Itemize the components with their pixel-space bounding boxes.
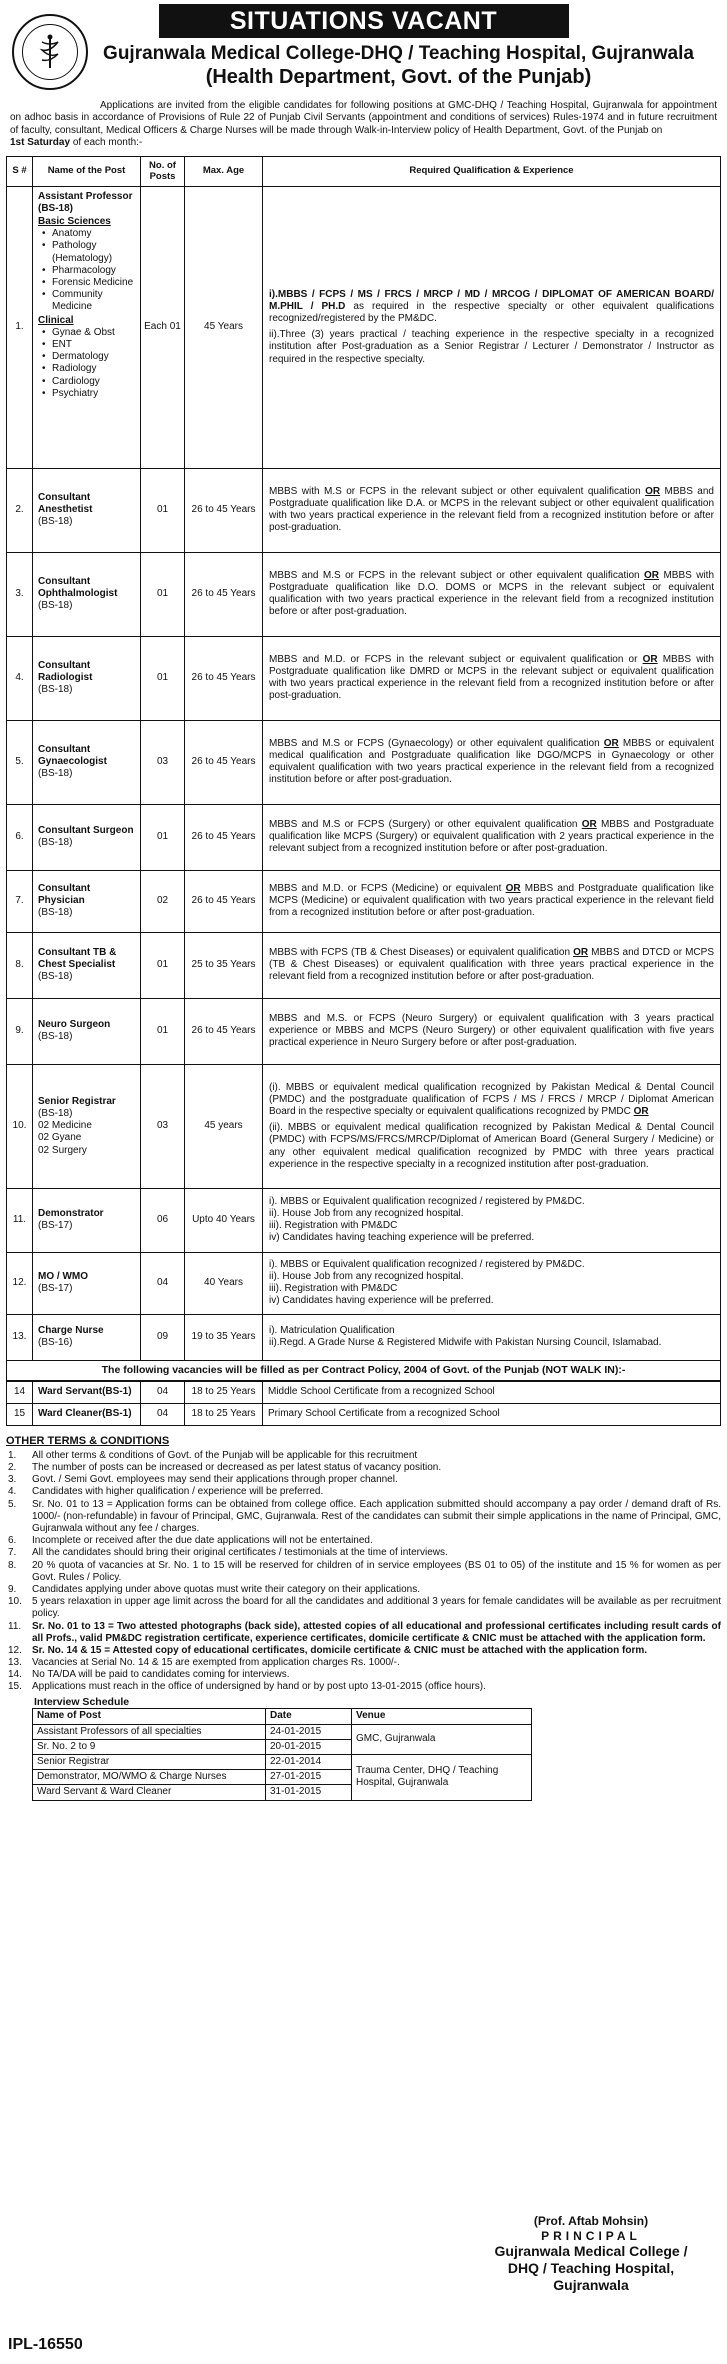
- list-item: 1. All other terms & conditions of Govt. of the Punjab will be applicable for this recruitment: [8, 1449, 418, 1461]
- table-row: 12. MO / WMO (BS-17) 04 40 Years i). MBBS or Equivalent qualification recognized / registered by PM&DC. ii). House Job from any recognized hospital. iii). Registration with PM&DC iv) Candidates having experience will be preferred.: [7, 1252, 721, 1314]
- vacancy-table: [6, 156, 721, 1361]
- list-item: 13. Vacancies at Serial No. 14 & 15 are exempted from application charges Rs. 1000/-.: [8, 1657, 400, 1669]
- intro-paragraph: Applications are invited from the eligible candidates for following positions at GMC-DHQ / Teaching Hospital, Gujranwala for appointment on adhoc basis in accordance of Provisions of Rule 22 of Punjab Civil Servants (appointment and conditions of services) Rules-1974 and in future recruitment of faculty, consultant, Medical Officers & Charge Nurses will be made through Walk-in-Interview policy of Health Department, Govt. of the Punjab on 1st Saturday of each month:-: [10, 99, 717, 149]
- contract-note: The following vacancies will be filled as per Contract Policy, 2004 of Govt. of the Punjab (NOT WALK IN):-: [6, 1361, 721, 1381]
- table-row: 6. Consultant Surgeon (BS-18) 01 26 to 45 Years MBBS and M.S or FCPS (Surgery) or other equivalent qualification OR MBBS and Postgraduate qualification like MCPS (Surgery) or equivalent qualification with 2 years practical experience in the relevant subject from a recognized institution before or after post-graduation.: [7, 804, 721, 870]
- table-row: 15 Ward Cleaner(BS-1) 04 18 to 25 Years Primary School Certificate from a recognized School: [7, 1403, 721, 1425]
- table-row: Senior Registrar 22-01-2014 Trauma Center, DHQ / Teaching Hospital, Gujranwala: [33, 1755, 532, 1770]
- table-row: 4. Consultant Radiologist (BS-18) 01 26 to 45 Years MBBS and M.D. or FCPS in the relevant subject or equivalent qualification or OR MBBS with Postgraduate qualification like DMRD or MCPS in the relevant subject or equivalent qualification with two years practical experience in the relevant field from a recognized institution before or after post-graduation.: [7, 636, 721, 720]
- table-row: 11. Demonstrator (BS-17) 06 Upto 40 Years i). MBBS or Equivalent qualification recognized / registered by PM&DC. ii). House Job from any recognized hospital. iii). Registration with PM&DC iv) Candidates having teaching experience will be preferred.: [7, 1188, 721, 1252]
- table-row: 7. Consultant Physician (BS-18) 02 26 to 45 Years MBBS and M.D. or FCPS (Medicine) or equivalent OR MBBS and Postgraduate qualification like MCPS (Medicine) or equivalent qualification with two years practical experience in the relevant field from a recognized institution before or after post-graduation.: [7, 870, 721, 932]
- table-header-row: S # Name of the Post No. of Posts Max. Age Required Qualification & Experience: [7, 156, 721, 186]
- table-row: 14 Ward Servant(BS-1) 04 18 to 25 Years Middle School Certificate from a recognized School: [7, 1381, 721, 1403]
- list-item: 10. 5 years relaxation in upper age limit across the board for all the candidates and additional 3 years for female candidates will be available as per recruitment policy.: [8, 1596, 721, 1620]
- table-row: 8. Consultant TB & Chest Specialist (BS-18) 01 25 to 35 Years MBBS with FCPS (TB & Chest Diseases) or equivalent qualification OR MBBS and DTCD or MCPS (TB & Chest Diseases) or equivalent qualification with three years practical experience in the relevant field from a recognized institution before or after post-graduation.: [7, 932, 721, 998]
- table-row: 9. Neuro Surgeon (BS-18) 01 26 to 45 Years MBBS and M.S. or FCPS (Neuro Surgery) or equivalent qualification with 3 years practical experience or MBBS and MCPS (Neuro Surgery) or other equivalent qualification with five years practical experience in Neuro Surgery before or after post-graduation.: [7, 998, 721, 1064]
- table-row: 1. Assistant Professor (BS-18) Basic Sciences • Anatomy • Pathology (Hematology) • Pharmacology • Forensic Medicine • Community Medicine Clinical • Gynae & Obst • ENT • Dermatology • Radiology • Cardiology • Psychiatry Each 01 45 Years i).MBBS / FCPS / MS / FRCS / MRCP / MD / MRCOG / DIPLOMAT OF AMERICAN BOARD/ M.PHIL / PH.D as required in the respective specialty or other equivalent qualifications recognized/registered by the PM&DC. ii).Three (3) years practical / teaching experience in the respective specialty in a recognized institution after Post-graduation as a Senior Registrar / Lecturer / Demonstrator / Instructor as required in the respective specialty.: [7, 186, 721, 468]
- list-item: 12. Sr. No. 14 & 15 = Attested copy of educational certificates, domicile certificate & CNIC must be attached with the application form.: [8, 1644, 648, 1656]
- table-row: Assistant Professors of all specialties 24-01-2015 GMC, Gujranwala: [33, 1724, 532, 1739]
- list-item: 8. 20 % quota of vacancies at Sr. No. 1 to 15 will be reserved for children of in service employees (BS 01 to 05) of the institute and 15 % for women as per Govt. Rules / Policy.: [8, 1559, 721, 1583]
- table-row: 2. Consultant Anesthetist (BS-18) 01 26 to 45 Years MBBS with M.S or FCPS in the relevant subject or other equivalent qualification OR MBBS and Postgraduate qualification like D.A. or MCPS in the relevant subject or other equivalent qualification with two years practical experience in the relevant field from a recognized institution before or after post-graduation.: [7, 468, 721, 552]
- list-item: 11. Sr. No. 01 to 13 = Two attested photographs (back side), attested copies of all educational and professional certificates including result cards of all Profs., valid PM&DC registration certificate, experience certificates, domicile certificate & CNIC must be attached with the application form.: [8, 1620, 721, 1644]
- list-item: 9. Candidates applying under above quotas must write their category on their applications.: [8, 1583, 421, 1595]
- table-row: Sr. No. 2 to 9 20-01-2015: [33, 1739, 532, 1754]
- schedule-title: Interview Schedule: [34, 1695, 130, 1708]
- caduceus-icon: [30, 32, 70, 72]
- terms-title: OTHER TERMS & CONDITIONS: [6, 1434, 170, 1447]
- table-row: Ward Servant & Ward Cleaner 31-01-2015: [33, 1785, 532, 1800]
- table-row: 3. Consultant Ophthalmologist (BS-18) 01 26 to 45 Years MBBS and M.S or FCPS in the relevant subject or other equivalent qualification OR MBBS with Postgraduate qualification like D.O. DOMS or MCPS in the relevant subject or equivalent qualification with two years practical experience in the relevant field from a recognized institution before or after post-graduation.: [7, 552, 721, 636]
- list-item: 3. Govt. / Semi Govt. employees may send their applications through proper channel.: [8, 1474, 398, 1486]
- advertisement: [6, 4, 721, 2358]
- table-row: Demonstrator, MO/WMO & Charge Nurses 27-01-2015: [33, 1770, 532, 1785]
- list-item: 14. No TA/DA will be paid to candidates coming for interviews.: [8, 1669, 290, 1681]
- list-item: 4. Candidates with higher qualification / experience will be preferred.: [8, 1486, 324, 1498]
- page-title: SITUATIONS VACANT: [159, 4, 569, 38]
- list-item: 7. All the candidates should bring their original certificates / testimonials at the time of interviews.: [8, 1547, 448, 1559]
- table-row: 5. Consultant Gynaecologist (BS-18) 03 26 to 45 Years MBBS and M.S or FCPS (Gynaecology) or other equivalent qualification OR MBBS or equivalent medical qualification and Postgraduate qualification like DGO/MCPS in Gynaecology or other equivalent qualification with two years practical experience in the relevant field from a recognized institution before or after post-graduation.: [7, 720, 721, 804]
- signature-block: (Prof. Aftab Mohsin) PRINCIPAL Gujranwala Medical College / DHQ / Teaching Hospital, Gujranwala: [494, 2214, 688, 2294]
- college-name: Gujranwala Medical College-DHQ / Teaching Hospital, Gujranwala: [103, 43, 694, 64]
- table-header-row: Name of Post Date Venue: [33, 1709, 532, 1724]
- list-item: 5. Sr. No. 01 to 13 = Application forms can be obtained from college office. Each application submitted should accompany a pay order / demand draft of Rs. 1000/- (non-refundable) in favour of Principal, GMC, Gujranwala. Rest of the candidates can submit their simple applications in the name of Principal, GMC, Gujranwala without any fee / charges.: [8, 1498, 721, 1535]
- college-seal-icon: [12, 14, 88, 90]
- interview-schedule-table: [32, 1708, 532, 1800]
- table-row: 10. Senior Registrar (BS-18) 02 Medicine 02 Gyane 02 Surgery 03 45 years (i). MBBS or equivalent medical qualification recognized by Pakistan Medical & Dental Council (PMDC) and the postgraduate qualification of FCPS / MS / FRCS / MRCP / Diplomat American Board in the respective specialty or equivalent qualifications recognized by PMDC OR (ii). MBBS or equivalent medical qualification recognized by Pakistan Medical & Dental Council (PMDC) with FCPS/MS/FRCS/MRCP/Diplomat of American Board (General Surgery / Medicine) or any other equivalent medical qualification recognized by PMDC with three years practical experience in the respective specialty in a recognized institution after post-graduation.: [7, 1064, 721, 1188]
- table-row: 13. Charge Nurse (BS-16) 09 19 to 35 Years i). Matriculation Qualification ii).Regd. A Grade Nurse & Registered Midwife with Pakistan Nursing Council, Islamabad.: [7, 1314, 721, 1360]
- list-item: 2. The number of posts can be increased or decreased as per latest status of vacancy position.: [8, 1462, 442, 1474]
- list-item: 15. Applications must reach in the office of undersigned by hand or by post upto 13-01-2015 (office hours).: [8, 1681, 486, 1693]
- terms-list: [6, 1450, 721, 1694]
- list-item: 6. Incomplete or received after the due date applications will not be entertained.: [8, 1535, 373, 1547]
- ipl-number: IPL-16550: [8, 2336, 83, 2353]
- department-name: (Health Department, Govt. of the Punjab): [205, 66, 592, 89]
- contract-table: [6, 1381, 721, 1426]
